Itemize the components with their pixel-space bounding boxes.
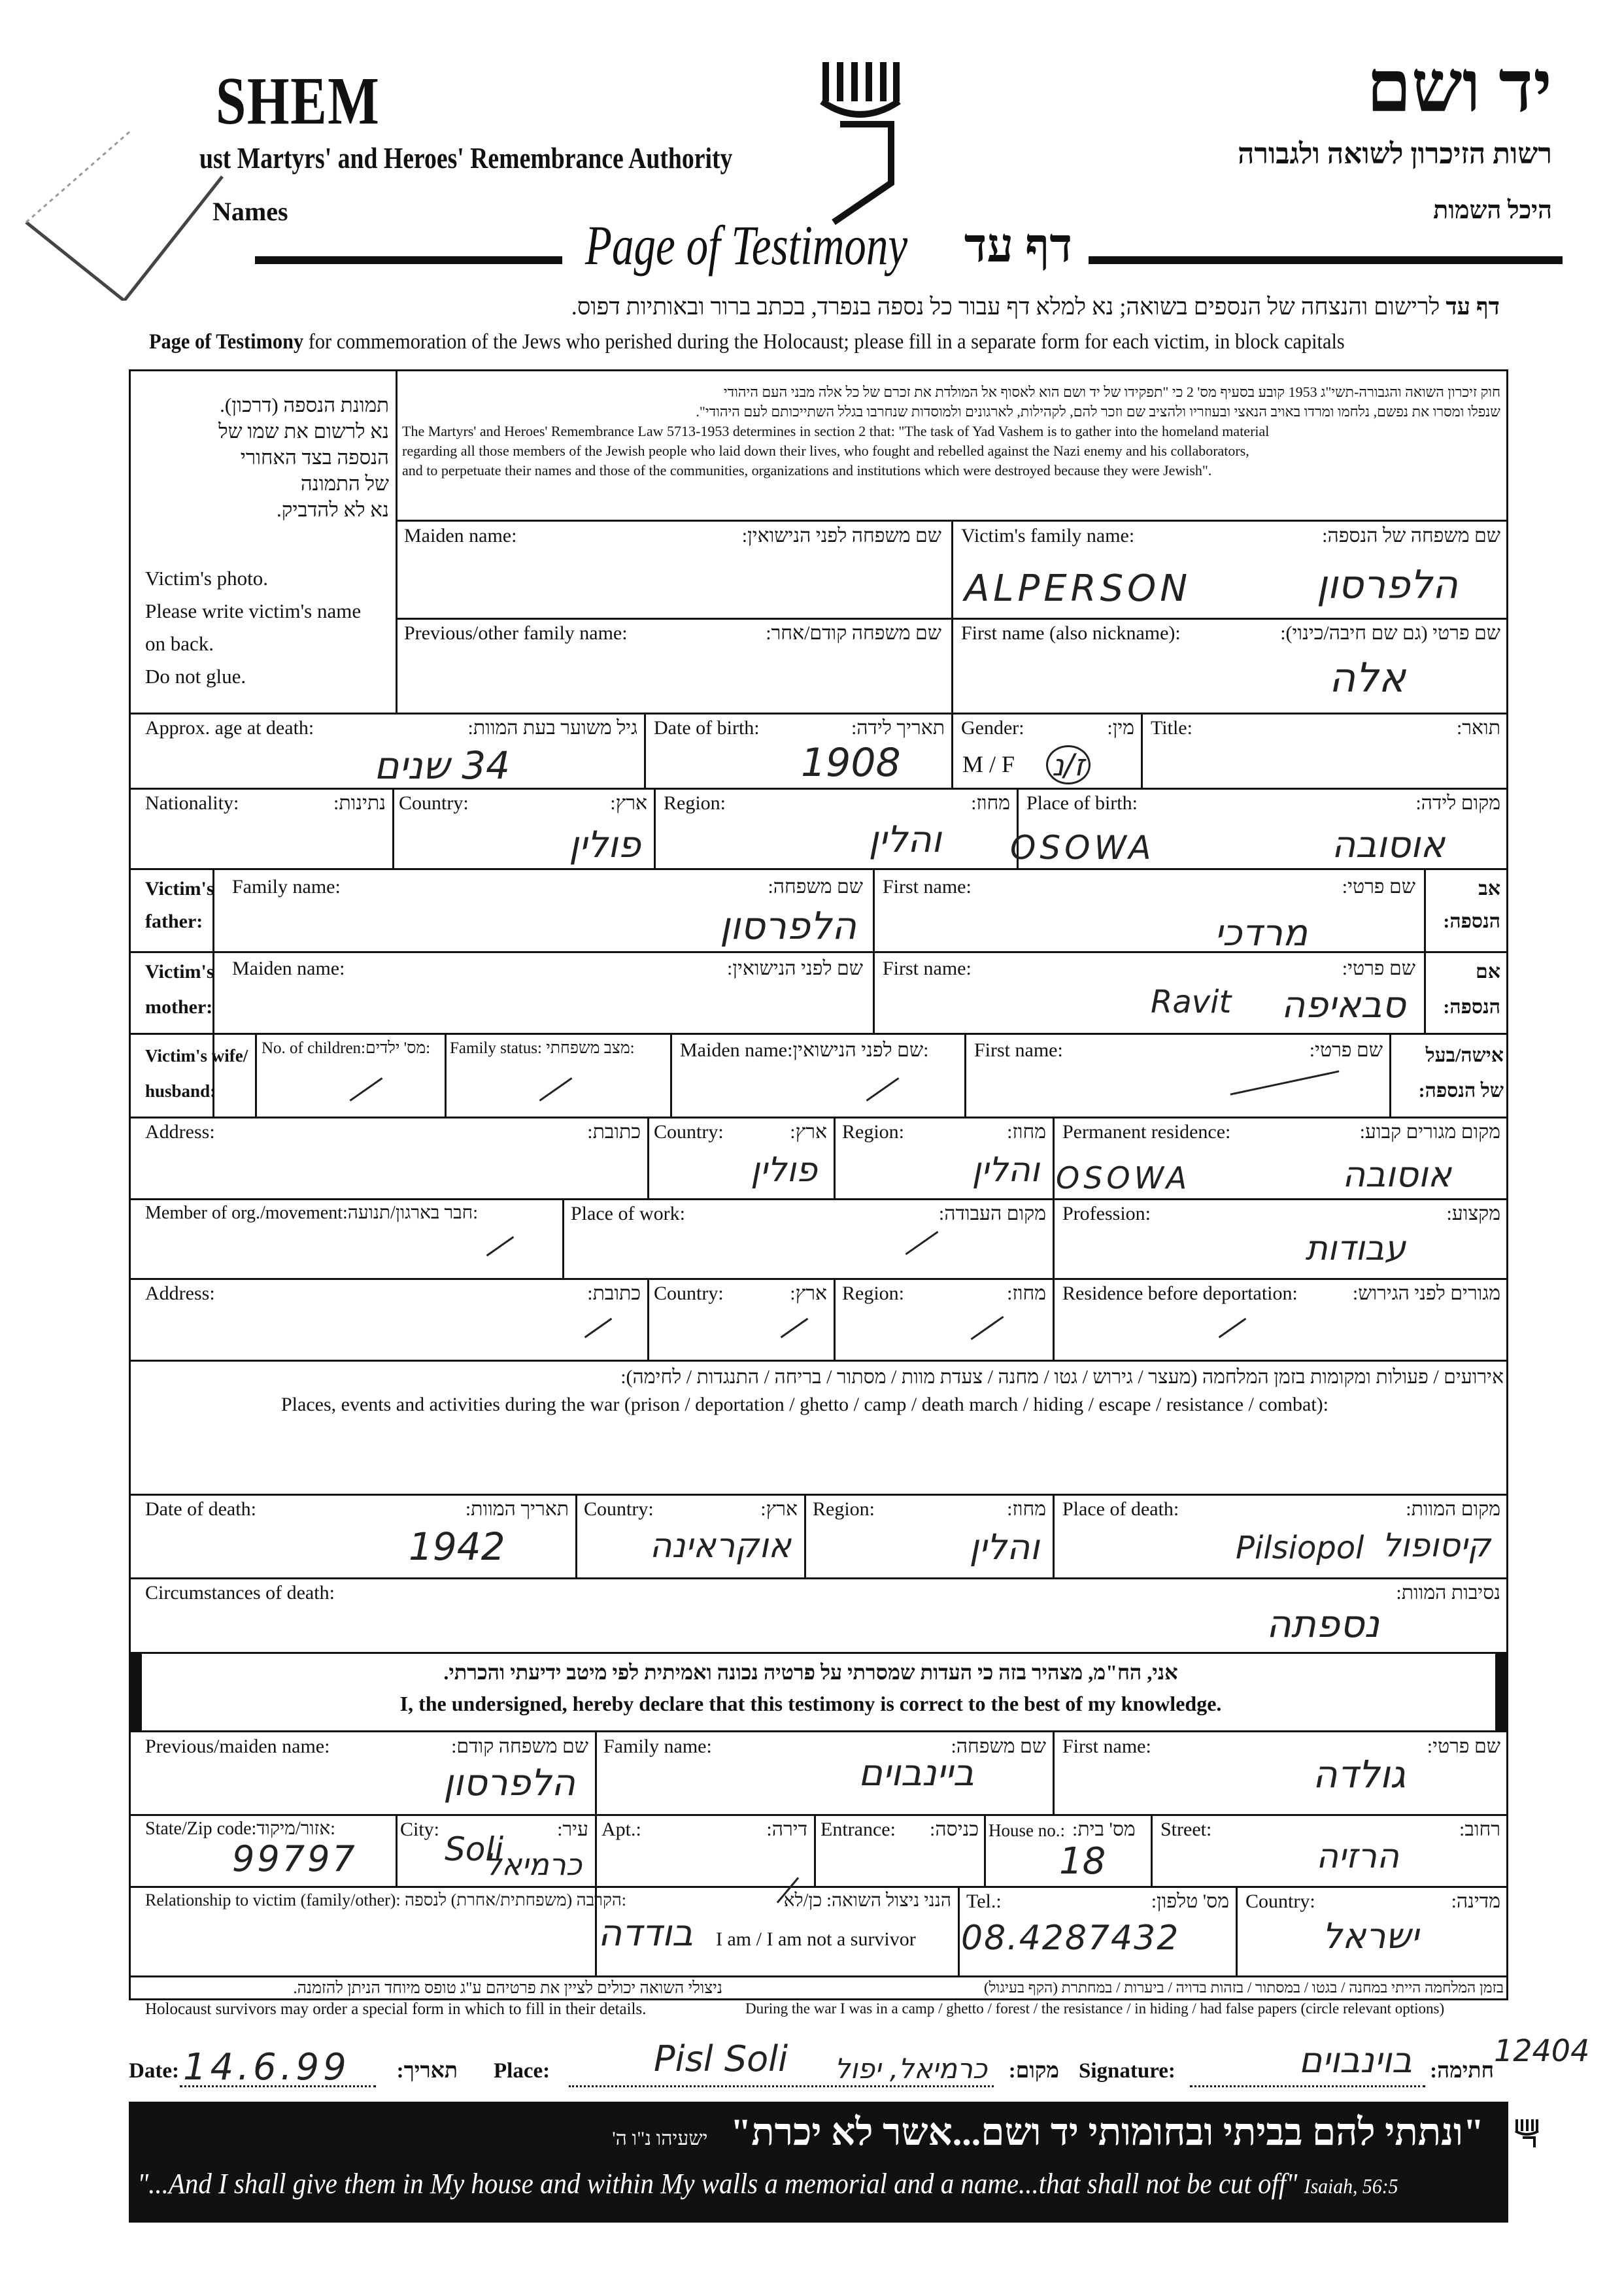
first-name-value[interactable]: אלה xyxy=(1328,654,1406,701)
death-region-label-he: מחוז: xyxy=(1007,1498,1046,1520)
father-label-he-1: אב xyxy=(1478,878,1500,899)
mother-label-he xyxy=(1429,954,1500,1025)
events-label-en: Places, events and activities during the war (prison / deportation / ghetto / camp / death march / hiding / escape / resistance / combat): xyxy=(281,1394,1329,1415)
fstatus-label xyxy=(450,1039,635,1058)
entrance-label-he: כניסה: xyxy=(930,1819,979,1840)
org-name-he: יד ושם xyxy=(1366,47,1552,127)
entrance-label-en: Entrance: xyxy=(820,1819,896,1840)
date-label-en: Date: xyxy=(129,2059,179,2083)
survivor-notice-he: ניצולי השואה יכולים לציין את פרטיהם ע"ג טופס מיוחד הניתן להזמנה. xyxy=(293,1979,722,1997)
sub-first-label-he: שם פרטי: xyxy=(1427,1736,1500,1757)
photo-en-line3: on back. xyxy=(145,632,214,655)
declaration-band-right xyxy=(1495,1652,1508,1730)
org-label xyxy=(145,1203,478,1224)
signature-label-en: Signature: xyxy=(1079,2059,1176,2083)
father-family-label-en: Family name: xyxy=(232,876,341,898)
hall-of-names-en: Names xyxy=(212,197,288,226)
sub-country-value[interactable]: ישראל xyxy=(1322,1915,1419,1957)
zip-value[interactable]: 99797 xyxy=(232,1838,358,1879)
mother-label-en-1: Victim's xyxy=(145,961,214,983)
apt-label-en: Apt.: xyxy=(601,1819,641,1840)
predep-res-label-he: מגורים לפני הגירוש: xyxy=(1352,1283,1500,1304)
signature-value[interactable]: בוינבוים xyxy=(1298,2040,1412,2081)
relation-label-he: הקרבה (משפחתית/אחרת) לנספה: xyxy=(405,1891,627,1909)
sub-first-value[interactable]: גולדה xyxy=(1312,1752,1406,1796)
father-family-label-he: שם משפחה: xyxy=(768,876,863,898)
spouse-first-label-he: שם פרטי: xyxy=(1309,1039,1383,1061)
father-label-en xyxy=(145,873,214,938)
spouse-label-en xyxy=(145,1038,248,1109)
photo-instructions-he xyxy=(137,392,389,523)
work-label-he: מקום העבודה: xyxy=(938,1203,1046,1224)
res-country-label-en: Country: xyxy=(654,1121,724,1143)
house-label-he: מס' בית: xyxy=(1072,1819,1136,1840)
place-line xyxy=(569,2085,994,2087)
spouse-maiden-label-he: שם לפני הנישואין: xyxy=(792,1039,929,1061)
children-label xyxy=(262,1039,430,1058)
predep-res-label-en: Residence before deportation: xyxy=(1062,1283,1298,1304)
perm-res-latin-value[interactable]: OSOWA xyxy=(1056,1160,1191,1196)
war-status-notice-en[interactable]: During the war I was in a camp / ghetto / forest / the resistance / in hiding / had false papers (circle relevant options) xyxy=(745,2000,1445,2017)
previous-name-label-he: שם משפחה קודם/אחר: xyxy=(766,622,941,644)
photo-instructions-en xyxy=(145,562,394,693)
sub-family-label-he: שם משפחה: xyxy=(951,1736,1046,1757)
gender-options[interactable]: M / F xyxy=(962,751,1015,777)
res-country-label-he: ארץ: xyxy=(790,1121,827,1143)
law-he-line2: שנפלו ומסרו את נפשם, נלחמו ומרדו באויב הנאצי ובעוזריו ולהציב שם וזכר להם, לקהילות, לארגונים ולמוסדות שנחרבו בגלל השתייכותם לעם היהודי". xyxy=(696,403,1500,420)
father-label-he xyxy=(1429,873,1500,938)
dob-label-en: Date of birth: xyxy=(654,717,760,739)
instructions-en-text: for commemoration of the Jews who perished during the Holocaust; please fill in a separate form for each victim, in block capitals xyxy=(303,330,1345,354)
survivor-notice-en: Holocaust survivors may order a special form in which to fill in their details. xyxy=(145,2000,647,2018)
sub-family-label-en: Family name: xyxy=(603,1736,712,1757)
instructions-he-bold: דף עד xyxy=(1446,294,1500,320)
zip-label-en: State/Zip code: xyxy=(145,1819,257,1839)
sub-prev-value[interactable]: הלפרסון xyxy=(443,1762,575,1804)
pob-label-he: מקום לידה: xyxy=(1415,792,1500,814)
mother-label-he-1: אם xyxy=(1476,961,1500,983)
photo-en-line2: Please write victim's name xyxy=(145,599,362,622)
place-label-he: מקום: xyxy=(1008,2059,1059,2083)
declaration-en: I, the undersigned, hereby declare that this testimony is correct to the best of my knowledge. xyxy=(399,1692,1222,1715)
res-region-label-en: Region: xyxy=(842,1121,904,1143)
house-label-en: House no.: xyxy=(989,1821,1065,1840)
mother-first-value[interactable]: סבאיפה xyxy=(1281,984,1406,1026)
relation-value[interactable]: בודדה xyxy=(598,1912,693,1955)
first-name-label-he: שם פרטי (גם שם חיבה/כינוי): xyxy=(1280,622,1500,644)
age-label-en: Approx. age at death: xyxy=(145,717,314,739)
law-text xyxy=(402,382,1500,480)
father-first-label-he: שם פרטי: xyxy=(1342,876,1415,898)
place-latin-value[interactable]: Pisl Soli xyxy=(654,2038,788,2079)
reference-stamp: 12404 xyxy=(1494,2033,1590,2068)
authority-name-en: ust Martyrs' and Heroes' Remembrance Authority xyxy=(199,141,733,175)
death-country-value[interactable]: אוקראינה xyxy=(649,1526,791,1566)
perm-res-label-he: מקום מגורים קבוע: xyxy=(1359,1121,1500,1143)
maiden-name-label-he: שם משפחה לפני הנישואין: xyxy=(741,525,941,546)
street-value[interactable]: הרזיה xyxy=(1316,1837,1399,1876)
signature-line xyxy=(1190,2085,1425,2087)
gender-label-he: מין: xyxy=(1107,717,1134,739)
instructions-he-text: לרישום והנצחה של הנספים בשואה; נא למלא דף עבור כל נספה בנפרד, בכתב ברור ובאותיות דפוס. xyxy=(571,294,1440,320)
dod-label-he: תאריך המוות: xyxy=(465,1498,569,1520)
spouse-maiden-label-en: Maiden name: xyxy=(680,1039,793,1061)
title-rule-left xyxy=(255,256,562,264)
res-region-label-he: מחוז: xyxy=(1007,1121,1046,1143)
nationality-label-he: נתינות: xyxy=(333,792,386,814)
street-label-en: Street: xyxy=(1160,1819,1212,1840)
family-name-he-value[interactable]: הלפרסון xyxy=(1316,562,1458,608)
first-name-label-en: First name (also nickname): xyxy=(961,622,1181,644)
predep-country-label-en: Country: xyxy=(654,1283,724,1304)
org-name-en: SHEM xyxy=(216,63,381,139)
predep-country-label-he: ארץ: xyxy=(790,1283,827,1304)
predep-address-label-he: כתובת: xyxy=(587,1283,641,1304)
authority-name-he: רשות הזיכרון לשואה ולגבורה xyxy=(1238,138,1552,170)
father-label-en-2: father: xyxy=(145,911,203,932)
instructions-en xyxy=(149,330,1472,354)
gender-label-en: Gender: xyxy=(961,717,1024,739)
pod-label-en: Place of death: xyxy=(1062,1498,1179,1520)
place-label-en: Place: xyxy=(494,2059,550,2083)
city-label-en: City: xyxy=(400,1819,440,1840)
birth-region-label-he: מחוז: xyxy=(971,792,1010,814)
title-label-en: Title: xyxy=(1151,717,1193,739)
tel-label-he: מס' טלפון: xyxy=(1151,1891,1229,1912)
org-label-he: חבר בארגון/תנועה: xyxy=(347,1203,479,1223)
events-label-he: אירועים / פעולות ומקומות בזמן המלחמה (מעצר / גירוש / גטו / מחנה / צעדת מוות / מסתור / בריחה / התנגדות / לחימה): xyxy=(620,1366,1504,1388)
title-rule-right xyxy=(1089,256,1563,264)
circ-label-en: Circumstances of death: xyxy=(145,1582,335,1604)
birth-country-value[interactable]: פולין xyxy=(569,824,641,866)
photo-he-line3: הנספה בצד האחורי xyxy=(240,446,389,469)
signature-label-he: חתימה: xyxy=(1430,2059,1494,2083)
pob-label-en: Place of birth: xyxy=(1026,792,1138,814)
children-label-he: מס' ילדים: xyxy=(365,1039,431,1057)
father-family-value[interactable]: הלפרסון xyxy=(719,903,856,948)
children-label-en: No. of children: xyxy=(262,1039,365,1057)
profession-label-he: מקצוע: xyxy=(1446,1203,1500,1224)
predep-region-label-en: Region: xyxy=(842,1283,904,1304)
death-country-label-he: ארץ: xyxy=(760,1498,798,1520)
law-he-line1: חוק זיכרון השואה והגבורה-תשי"ג 1953 קובע בסעיף מס' 2 כי "תפקידו של יד ושם הוא לאסוף אל המולדת את זכרם של כל אלה מבני העם היהודי xyxy=(723,384,1500,400)
dob-value[interactable]: 1908 xyxy=(801,740,901,786)
circ-value[interactable]: נספתה xyxy=(1266,1602,1379,1646)
footer-verse-he-ref: ישעיהו נ"ו ה' xyxy=(612,2128,708,2149)
profession-label-en: Profession: xyxy=(1062,1203,1151,1224)
photo-he-line5: נא לא להדביק. xyxy=(277,498,389,521)
nationality-label-en: Nationality: xyxy=(145,792,239,814)
law-en-line3: and to perpetuate their names and those of the communities, organizations and institutions which were destroyed because they were Jewish". xyxy=(402,462,1212,479)
sub-prev-label-en: Previous/maiden name: xyxy=(145,1736,330,1757)
mother-maiden-label-he: שם לפני הנישואין: xyxy=(727,958,863,979)
father-first-label-en: First name: xyxy=(883,876,972,898)
death-country-label-en: Country: xyxy=(584,1498,654,1520)
address-label-he: כתובת: xyxy=(587,1121,641,1143)
footer-verse-en xyxy=(137,2167,1398,2200)
tel-label-en: Tel.: xyxy=(966,1891,1002,1912)
declaration-he: אני, הח"מ, מצהיר בזה כי העדות שמסרתי על פרטיה נכונה ואמיתית לפי מיטב ידיעתי והכרתי. xyxy=(443,1660,1178,1684)
photo-divider xyxy=(396,369,398,713)
res-country-value[interactable]: פולין xyxy=(751,1151,817,1190)
spouse-label-en-2: husband: xyxy=(145,1081,216,1101)
mother-label-en-2: mother: xyxy=(145,996,213,1018)
mother-first-label-en: First name: xyxy=(883,958,972,979)
date-value[interactable]: 14.6.99 xyxy=(183,2046,350,2089)
war-status-notice-he: בזמן המלחמה הייתי במחנה / בגטו / במסתור / בזהות בדויה / ביערות / במחתרת (הקף בעיגול) xyxy=(984,1979,1504,1996)
spouse-maiden-label xyxy=(680,1039,928,1062)
law-en-line2: regarding all those members of the Jewish people who laid down their lives, who fought and rebelled against the Nazi enemy and his collaborators, xyxy=(402,443,1249,459)
zip-label-he: אזור/מיקוד: xyxy=(256,1819,335,1839)
pob-latin-value[interactable]: OSOWA xyxy=(1010,829,1155,867)
birth-region-value[interactable]: והלין xyxy=(868,818,941,861)
age-label-he: גיל משוער בעת המוות: xyxy=(467,717,637,739)
father-first-value[interactable]: מרדכי xyxy=(1214,912,1308,954)
circ-label-he: נסיבות המוות: xyxy=(1396,1582,1500,1604)
age-value[interactable]: 34 שנים xyxy=(373,743,510,788)
house-value[interactable]: 18 xyxy=(1059,1840,1106,1883)
profession-value[interactable]: עבודות xyxy=(1305,1229,1406,1268)
photo-he-line4: של התמונה xyxy=(300,472,389,495)
spouse-label-he-1: אישה/בעל xyxy=(1425,1045,1504,1066)
pod-label-he: מקום המוות: xyxy=(1406,1498,1500,1520)
survivor-label-en[interactable]: I am / I am not a survivor xyxy=(716,1928,916,1950)
family-name-label-he: שם משפחה של הנספה: xyxy=(1322,525,1500,546)
footer-verse-he-text: "ונתתי להם בביתי ובחומותי יד ושם...אשר לא יכרת" xyxy=(730,2111,1484,2153)
org-label-en: Member of org./movement: xyxy=(145,1203,348,1223)
dob-label-he: תאריך לידה: xyxy=(851,717,945,739)
spouse-label-en-1: Victim's wife/ xyxy=(145,1046,248,1066)
mother-label-he-2: הנספה: xyxy=(1443,996,1500,1018)
pod-latin-value[interactable]: Pilsiopol xyxy=(1236,1530,1364,1566)
city-latin-value[interactable]: Soli xyxy=(445,1830,504,1868)
relation-label xyxy=(145,1891,626,1910)
perm-res-he-value[interactable]: אוסובה xyxy=(1342,1154,1451,1195)
sub-first-label-en: First name: xyxy=(1062,1736,1151,1757)
instructions-he xyxy=(127,293,1500,320)
previous-name-label-en: Previous/other family name: xyxy=(404,622,628,644)
mother-maiden-label-en: Maiden name: xyxy=(232,958,345,979)
res-region-value[interactable]: והלין xyxy=(972,1151,1040,1190)
death-region-label-en: Region: xyxy=(813,1498,875,1520)
footer-verse-en-text: "...And I shall give them in My house and within My walls a memorial and a name...that shall not be cut off" xyxy=(137,2168,1298,2200)
survivor-label-he: הנני ניצול השואה: כן/לא xyxy=(783,1891,951,1911)
birth-country-label-he: ארץ: xyxy=(610,792,647,814)
photo-en-line1: Victim's photo. xyxy=(145,567,268,590)
sub-prev-label-he: שם משפחה קודם: xyxy=(451,1736,588,1757)
footer-verse-he xyxy=(150,2110,1484,2154)
sub-country-label-he: מדינה: xyxy=(1451,1891,1500,1912)
declaration-band-left xyxy=(129,1652,142,1730)
mother-first-latin-value[interactable]: Ravit xyxy=(1151,984,1232,1020)
birth-country-label-en: Country: xyxy=(399,792,469,814)
zip-label xyxy=(145,1819,335,1840)
pob-he-value[interactable]: אוסובה xyxy=(1331,824,1445,866)
photo-he-line1: תמונת הנספה (דרכון). xyxy=(220,394,389,416)
spouse-label-he-2: של הנספה: xyxy=(1418,1080,1504,1101)
place-value[interactable]: כרמיאל, יפול xyxy=(834,2053,987,2085)
page-title-he: דף עד xyxy=(964,220,1072,272)
instructions-en-bold: Page of Testimony xyxy=(149,330,304,354)
law-en-line1: The Martyrs' and Heroes' Remembrance Law 5713-1953 determines in section 2 that: "The task of Yad Vashem is to gather into the homeland material xyxy=(402,423,1270,439)
relation-label-en: Relationship to victim (family/other): xyxy=(145,1891,401,1909)
sub-country-label-en: Country: xyxy=(1245,1891,1315,1912)
photo-he-line2: נא לרשום את שמו של xyxy=(218,420,389,443)
fstatus-label-he: מצב משפחתי: xyxy=(546,1039,635,1057)
photo-en-line4: Do not glue. xyxy=(145,665,246,688)
fstatus-label-en: Family status: xyxy=(450,1039,542,1057)
tel-value[interactable]: 08.4287432 xyxy=(961,1919,1180,1958)
apt-label-he: דירה: xyxy=(766,1819,807,1840)
spouse-label-he xyxy=(1393,1038,1504,1109)
spouse-first-label-en: First name: xyxy=(974,1039,1063,1061)
dod-label-en: Date of death: xyxy=(145,1498,256,1520)
footer-verse-en-ref: Isaiah, 56:5 xyxy=(1304,2174,1398,2198)
date-label-he: תאריך: xyxy=(396,2059,458,2083)
header xyxy=(0,0,1624,275)
gender-value[interactable]: ז/נ xyxy=(1046,745,1091,784)
sub-family-value[interactable]: ביינבוים xyxy=(858,1752,974,1794)
perm-res-label-en: Permanent residence: xyxy=(1062,1121,1231,1143)
hall-of-names-he: היכל השמות xyxy=(1433,197,1552,224)
father-label-en-1: Victim's xyxy=(145,878,214,899)
mother-label-en xyxy=(145,954,214,1025)
work-label-en: Place of work: xyxy=(571,1203,685,1224)
city-value[interactable]: כרמיאל xyxy=(484,1847,582,1882)
dod-value[interactable]: 1942 xyxy=(409,1524,505,1569)
menorah-small-icon xyxy=(1514,2118,1540,2151)
family-name-latin-value[interactable]: ALPERSON xyxy=(964,567,1192,610)
page-title-en: Page of Testimony xyxy=(585,214,908,277)
mother-first-label-he: שם פרטי: xyxy=(1342,958,1415,979)
menorah-logo-icon xyxy=(814,56,905,226)
street-label-he: רחוב: xyxy=(1459,1819,1500,1840)
title-label-he: תואר: xyxy=(1456,717,1500,739)
birth-region-label-en: Region: xyxy=(664,792,726,814)
maiden-name-label-en: Maiden name: xyxy=(404,525,517,546)
family-name-label-en: Victim's family name: xyxy=(961,525,1135,546)
pod-he-value[interactable]: קיסופול xyxy=(1382,1526,1491,1564)
predep-address-label-en: Address: xyxy=(145,1283,215,1304)
city-label-he: עיר: xyxy=(557,1819,588,1840)
father-label-he-2: הנספה: xyxy=(1443,911,1500,932)
predep-region-label-he: מחוז: xyxy=(1007,1283,1046,1304)
address-label-en: Address: xyxy=(145,1121,215,1143)
death-region-value[interactable]: והלין xyxy=(969,1526,1040,1568)
